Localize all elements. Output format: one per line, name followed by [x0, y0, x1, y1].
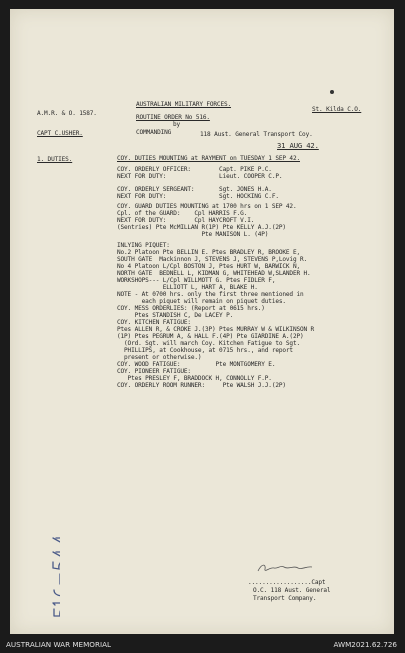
duty-line: each piquet will remain on piquet duties.: [117, 298, 286, 305]
duty-line: NEXT FOR DUTY: Cpl HAYCROFT V.I.: [117, 217, 255, 224]
signature-scrawl: [256, 561, 314, 575]
duty-line: COY. ORDERLY ROOM RUNNER: Pte WALSH J.J.(2P): [117, 382, 286, 389]
duty-line: (Sentries) Pte McMILLAN R(1P) Pte KELLY A.J.(2P): [117, 224, 286, 231]
duty-line: COY. PIONEER FATIGUE:: [117, 368, 191, 375]
duty-line: INLYING PIQUET:: [117, 242, 170, 249]
order-title: ROUTINE ORDER No 516.: [136, 114, 210, 121]
duty-line: NEXT FOR DUTY: Lieut. COOPER C.P.: [117, 173, 283, 180]
duty-line: COY. KITCHEN FATIGUE:: [117, 319, 191, 326]
duty-line: COY. GUARD DUTIES MOUNTING at 1700 hrs on 1 SEP 42.: [117, 203, 297, 210]
unit-name: 118 Aust. General Transport Coy.: [200, 131, 313, 138]
duty-line: NOTE - At 0700 hrs. only the first three mentioned in: [117, 291, 304, 298]
duty-line: (Ord. Sgt. will march Coy. Kitchen Fatigue to Sgt.: [117, 340, 300, 347]
location: St. Kilda C.O.: [312, 106, 362, 113]
duty-line: COY. WOOD FATIGUE: Pte MONTGOMERY E.: [117, 361, 276, 368]
duty-line: Ptes STANDISH C, De LACEY P.: [117, 312, 234, 319]
organisation-heading: AUSTRALIAN MILITARY FORCES.: [136, 101, 232, 108]
duty-line: COY. ORDERLY SERGEANT: Sgt. JONES H.A.: [117, 186, 272, 193]
duty-line: NEXT FOR DUTY: Sgt. HOCKING C.F.: [117, 193, 279, 200]
catalog-number: AWM2021.62.726: [333, 640, 397, 649]
ink-mark: [330, 90, 334, 94]
duty-line: PHILLIPS, at Cookhouse, at 0715 hrs., and report: [117, 347, 293, 354]
duty-line: ELLIOTT L, HART A, BLAKE H.: [117, 284, 258, 291]
duty-line: COY. ORDERLY OFFICER: Capt. PIKE P.C.: [117, 166, 272, 173]
commanding-label: COMMANDING: [136, 129, 172, 136]
order-by: by: [173, 121, 181, 128]
duty-line: No.2 Platoon Pte BELLIN E. Ptes BRADLEY R, BROOKE E,: [117, 249, 300, 256]
duty-line: NORTH GATE BEDNELL L, KIDMAN G, WHITEHEAD W,SLANDER H.: [117, 270, 311, 277]
handwritten-annotation: [30, 510, 60, 620]
order-date: 31 AUG 42.: [277, 141, 319, 150]
duty-list: [117, 166, 389, 389]
form-reference: A.M.R. & O. 1587.: [37, 110, 97, 117]
duty-line: SOUTH GATE Mackinnon J, STEVENS J, STEVENS P,Lovig R.: [117, 256, 308, 263]
archive-footer: [0, 636, 405, 653]
section-label: 1. DUTIES.: [37, 156, 73, 163]
commander-name: CAPT C.USHER.: [37, 130, 83, 137]
section-heading: COY. DUTIES MOUNTING at RAYMENT on TUESDAY 1 SEP 42.: [117, 155, 300, 162]
institution-name: AUSTRALIAN WAR MEMORIAL: [6, 640, 111, 649]
duty-line: WORKSHOPS--- L/Cpl WILLMOTT G. Ptes FIDLER F,: [117, 277, 276, 284]
duty-line: Cpl. of the GUARD: Cpl HARRIS F.G.: [117, 210, 248, 217]
signatory-title: O.C. 118 Aust. General: [253, 587, 331, 594]
duty-line: present or otherwise.): [117, 354, 202, 361]
duty-line: Ptes ALLEN R, & CROKE J.(3P) Ptes MURRAY W & WILKINSON R: [117, 326, 315, 333]
signatory-unit: Transport Company.: [253, 595, 317, 602]
duty-line: COY. MESS ORDERLIES: (Report at 0615 hrs.): [117, 305, 265, 312]
duty-line: Pte MANISON L. (4P): [117, 231, 269, 238]
signature-line: ..................Capt: [248, 579, 326, 586]
duty-line: No 4 Platoon L/Cpl BOSTON J, Ptes HURT W, BARWICK N,: [117, 263, 300, 270]
duty-line: (1P) Ptes PEGRUM A, & HALL F.(4P) Pte GIARDINE A.(2P): [117, 333, 304, 340]
duty-line: Ptes PRESLEY F, BRADDOCK H, CONNOLLY F.P.: [117, 375, 272, 382]
